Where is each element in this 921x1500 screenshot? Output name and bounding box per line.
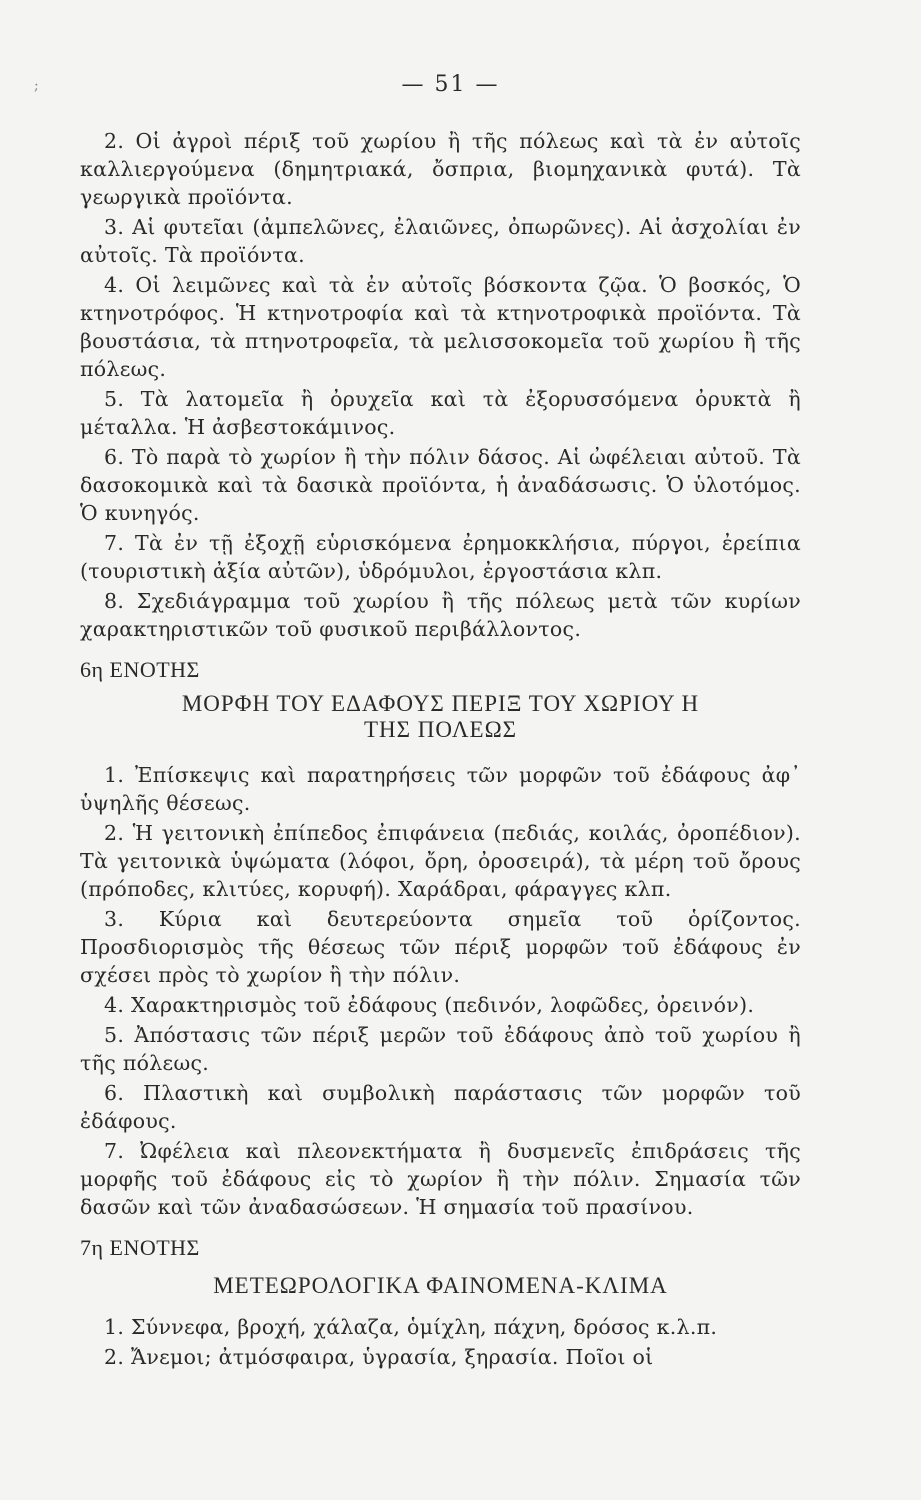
list-item: 2. Ἡ γειτονικὴ ἐπίπεδος ἐπιφάνεια (πεδιάς, κοιλάς, ὀροπέδιον). Τὰ γειτονικὰ ὑψώματα (λόφοι, ὄρη, ὀροσειρά), τὰ μέρη τοῦ ὄρους (πρόποδες, κλιτύες, κορυφή). Χαράδραι, φάραγγες κλπ.	[80, 821, 801, 901]
list-item: 3. Αἱ φυτεῖαι (ἀμπελῶνες, ἐλαιῶνες, ὀπωρῶνες). Αἱ ἀσχολίαι ἐν αὐτοῖς. Τὰ προϊόντα.	[80, 215, 801, 267]
section7	[80, 1235, 801, 1371]
section-title	[80, 691, 801, 743]
list-item: 8. Σχεδιάγραμμα τοῦ χωρίου ἢ τῆς πόλεως μετὰ τῶν κυρίων χαρακτηριστικῶν τοῦ φυσικοῦ περιβάλλοντος.	[80, 589, 801, 641]
section6	[80, 657, 801, 1221]
section-title-line2: ΤΗΣ ΠΟΛΕΩΣ	[363, 717, 518, 742]
list-item: 5. Ἀπόστασις τῶν πέριξ μερῶν τοῦ ἐδάφους ἀπὸ τοῦ χωρίου ἢ τῆς πόλεως.	[80, 1023, 801, 1075]
section-title-line1: ΜΟΡΦΗ ΤΟΥ ΕΔΑΦΟΥΣ ΠΕΡΙΞ ΤΟΥ ΧΩΡΙΟΥ Η	[181, 691, 700, 716]
unit-label: 6η ΕΝΟΤΗΣ	[80, 657, 200, 682]
section5-continuation	[80, 127, 801, 643]
list-item: 4. Οἱ λειμῶνες καὶ τὰ ἐν αὐτοῖς βόσκοντα ζῷα. Ὁ βοσκός, Ὁ κτηνοτρόφος. Ἡ κτηνοτροφία καὶ τὰ κτηνοτροφικὰ προϊόντα. Τὰ βουστάσια, τὰ πτηνοτροφεῖα, τὰ μελισσοκομεῖα τοῦ χωρίου ἢ τῆς πόλεως.	[80, 273, 801, 381]
section-title: ΜΕΤΕΩΡΟΛΟΓΙΚΑ ΦΑΙΝΟΜΕΝΑ-ΚΛΙΜΑ	[213, 1273, 668, 1298]
list-item: 6. Πλαστικὴ καὶ συμβολικὴ παράστασις τῶν μορφῶν τοῦ ἐδάφους.	[80, 1081, 801, 1133]
list-item: 7. Τὰ ἐν τῇ ἐξοχῇ εὑρισκόμενα ἐρημοκκλήσια, πύργοι, ἐρείπια (τουριστικὴ ἀξία αὐτῶν), ὑδρόμυλοι, ἐργοστάσια κλπ.	[80, 531, 801, 583]
list-item: 2. Οἱ ἀγροὶ πέριξ τοῦ χωρίου ἢ τῆς πόλεως καὶ τὰ ἐν αὐτοῖς καλλιεργούμενα (δημητριακά, ὄσπρια, βιομηχανικὰ φυτά). Τὰ γεωργικὰ προϊόντα.	[80, 129, 801, 209]
unit-label: 7η ΕΝΟΤΗΣ	[80, 1235, 200, 1260]
list-item: 1. Σύννεφα, βροχή, χάλαζα, ὁμίχλη, πάχνη, δρόσος κ.λ.π.	[104, 1315, 718, 1339]
list-item: 4. Χαρακτηρισμὸς τοῦ ἐδάφους (πεδινόν, λοφῶδες, ὀρεινόν).	[104, 993, 755, 1017]
page-number: — 51 —	[401, 72, 500, 97]
list-item: 7. Ὠφέλεια καὶ πλεονεκτήματα ἢ δυσμενεῖς ἐπιδράσεις τῆς μορφῆς τοῦ ἐδάφους εἰς τὸ χωρίον ἢ τὴν πόλιν. Σημασία τῶν δασῶν καὶ τῶν ἀναδασώσεων. Ἡ σημασία τοῦ πρασίνου.	[80, 1139, 801, 1219]
list-item: 2. Ἄνεμοι; ἀτμόσφαιρα, ὑγρασία, ξηρασία. Ποῖοι οἱ	[104, 1345, 654, 1369]
list-item: 6. Τὸ παρὰ τὸ χωρίον ἢ τὴν πόλιν δάσος. Αἱ ὠφέλειαι αὐτοῦ. Τὰ δασοκομικὰ καὶ τὰ δασικὰ προϊόντα, ἡ ἀναδάσωσις. Ὁ ὑλοτόμος. Ὁ κυνηγός.	[80, 445, 801, 525]
list-item: 1. Ἐπίσκεψις καὶ παρατηρήσεις τῶν μορφῶν τοῦ ἐδάφους ἀφ᾿ ὑψηλῆς θέσεως.	[80, 763, 801, 815]
list-item: 5. Τὰ λατομεῖα ἢ ὀρυχεῖα καὶ τὰ ἐξορυσσόμενα ὀρυκτὰ ἢ μέταλλα. Ἡ ἀσβεστοκάμινος.	[80, 387, 801, 439]
margin-mark: ;	[34, 78, 39, 94]
list-item: 3. Κύρια καὶ δευτερεύοντα σημεῖα τοῦ ὁρίζοντος. Προσδιορισμὸς τῆς θέσεως τῶν πέριξ μορφῶν τοῦ ἐδάφους ἐν σχέσει πρὸς τὸ χωρίον ἢ τὴν πόλιν.	[80, 907, 801, 987]
